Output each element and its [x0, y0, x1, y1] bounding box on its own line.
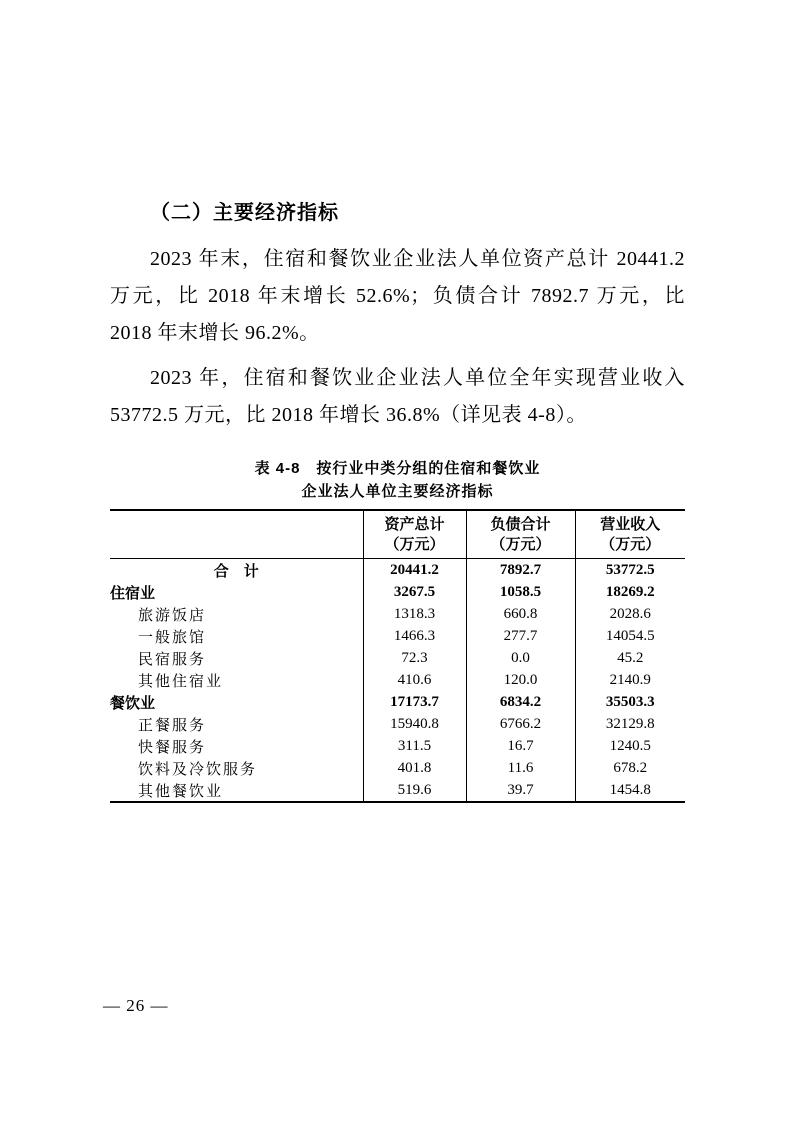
cell-liabilities: 16.7 — [466, 735, 575, 757]
cell-liabilities: 277.7 — [466, 625, 575, 647]
cell-assets: 1466.3 — [363, 625, 466, 647]
cell-assets: 410.6 — [363, 669, 466, 691]
cell-revenue: 35503.3 — [575, 691, 685, 713]
cell-revenue: 32129.8 — [575, 713, 685, 735]
row-label: 一般旅馆 — [138, 629, 207, 646]
cell-assets: 311.5 — [363, 735, 466, 757]
cell-revenue: 14054.5 — [575, 625, 685, 647]
row-label: 其他住宿业 — [138, 673, 224, 690]
table-row — [110, 735, 685, 757]
cell-liabilities: 0.0 — [466, 647, 575, 669]
cell-assets: 20441.2 — [363, 559, 466, 582]
table-title-line1: 表 4-8 按行业中类分组的住宿和餐饮业 — [254, 460, 541, 477]
table-row — [110, 757, 685, 779]
table-header-row — [110, 510, 685, 559]
table-row-accommodation — [110, 581, 685, 603]
cell-revenue: 2140.9 — [575, 669, 685, 691]
table-row-total — [110, 559, 685, 582]
cell-revenue: 18269.2 — [575, 581, 685, 603]
header-revenue-name: 营业收入 — [600, 515, 661, 533]
section-heading: （二）主要经济指标 — [150, 202, 339, 224]
economic-indicators-table — [110, 509, 685, 803]
cell-liabilities: 11.6 — [466, 757, 575, 779]
row-label: 餐饮业 — [110, 694, 156, 712]
cell-liabilities: 7892.7 — [466, 559, 575, 582]
table-row — [110, 625, 685, 647]
table-title-line2: 企业法人单位主要经济指标 — [301, 483, 494, 500]
row-label: 饮料及冷饮服务 — [138, 761, 258, 778]
cell-liabilities: 1058.5 — [466, 581, 575, 603]
header-liabilities — [466, 510, 575, 559]
cell-assets: 15940.8 — [363, 713, 466, 735]
row-label: 其他餐饮业 — [138, 783, 224, 800]
row-label: 合 计 — [213, 562, 259, 580]
row-label: 快餐服务 — [138, 739, 207, 756]
cell-revenue: 45.2 — [575, 647, 685, 669]
header-liabilities-unit: （万元） — [490, 535, 551, 553]
cell-liabilities: 120.0 — [466, 669, 575, 691]
cell-liabilities: 660.8 — [466, 603, 575, 625]
row-label: 民宿服务 — [138, 651, 207, 668]
row-label: 旅游饭店 — [138, 607, 207, 624]
cell-assets: 1318.3 — [363, 603, 466, 625]
table-row — [110, 603, 685, 625]
paragraph-revenue: 2023 年，住宿和餐饮业企业法人单位全年实现营业收入 53772.5 万元，比 2018 年增长 36.8%（详见表 4-8）。 — [110, 367, 685, 426]
cell-revenue: 678.2 — [575, 757, 685, 779]
table-row — [110, 713, 685, 735]
cell-revenue: 2028.6 — [575, 603, 685, 625]
header-empty-cell — [110, 510, 363, 559]
page-content — [110, 200, 685, 803]
row-label: 住宿业 — [110, 584, 156, 602]
header-assets — [363, 510, 466, 559]
header-assets-name: 资产总计 — [384, 515, 445, 533]
header-revenue-unit: （万元） — [600, 535, 661, 553]
row-label: 正餐服务 — [138, 717, 207, 734]
cell-assets: 72.3 — [363, 647, 466, 669]
table-row — [110, 669, 685, 691]
header-liabilities-name: 负债合计 — [490, 515, 551, 533]
header-assets-unit: （万元） — [384, 535, 445, 553]
page-number: — 26 — — [103, 996, 169, 1015]
cell-revenue: 1240.5 — [575, 735, 685, 757]
cell-assets: 17173.7 — [363, 691, 466, 713]
cell-liabilities: 6766.2 — [466, 713, 575, 735]
cell-revenue: 1454.8 — [575, 779, 685, 802]
table-row-catering — [110, 691, 685, 713]
cell-assets: 519.6 — [363, 779, 466, 802]
cell-assets: 401.8 — [363, 757, 466, 779]
header-revenue — [575, 510, 685, 559]
cell-liabilities: 39.7 — [466, 779, 575, 802]
table-row — [110, 647, 685, 669]
table-row — [110, 779, 685, 802]
table-title — [110, 457, 685, 503]
cell-revenue: 53772.5 — [575, 559, 685, 582]
cell-assets: 3267.5 — [363, 581, 466, 603]
paragraph-assets-liabilities: 2023 年末，住宿和餐饮业企业法人单位资产总计 20441.2 万元，比 2018 年末增长 52.6%；负债合计 7892.7 万元，比 2018 年末增长 96.2%。 — [110, 248, 685, 344]
cell-liabilities: 6834.2 — [466, 691, 575, 713]
